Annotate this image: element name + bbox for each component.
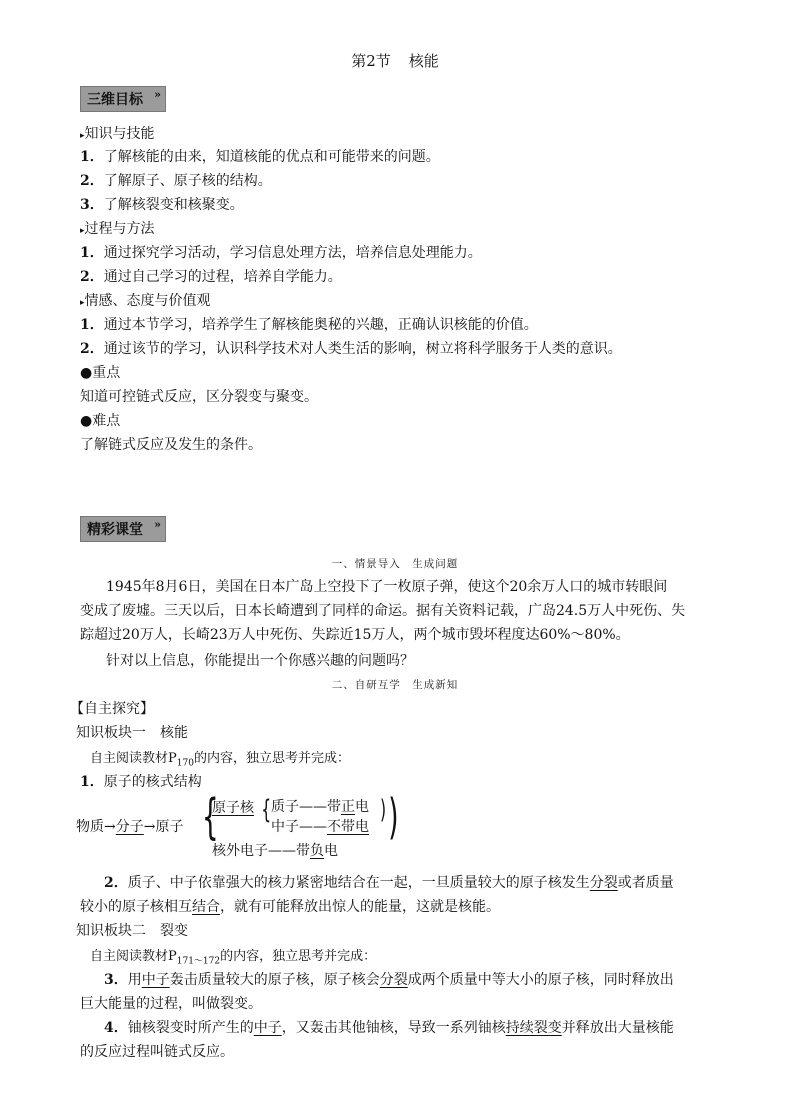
answer-blank: 分裂 bbox=[589, 875, 618, 891]
reading-instruction-2: 自主阅读教材$P_{171\sim 172}$的内容，独立思考并完成： bbox=[90, 949, 377, 967]
reading-instruction-1: 自主阅读教材$P_{170}$的内容，独立思考并完成： bbox=[90, 751, 350, 769]
molecule-answer: 分子 bbox=[115, 819, 144, 835]
knowledge-heading: ▸知识与技能 bbox=[80, 126, 155, 142]
goal-item: 2．通过自己学习的过程，培养自学能力。 bbox=[80, 269, 342, 285]
goal-item: 1．了解核能的由来，知道核能的优点和可能带来的问题。 bbox=[80, 149, 440, 165]
neutron-line: 中子——不带电 bbox=[271, 819, 369, 835]
triangle-bullet-icon: ▸ bbox=[80, 226, 85, 236]
badge-label: 精彩课堂 bbox=[87, 522, 143, 538]
item-2: 2．质子、中子依靠强大的核力紧密地结合在一起，一旦质量较大的原子核发生分裂或者质量 bbox=[104, 875, 674, 891]
topic-label: 核能 bbox=[408, 52, 439, 70]
item-3: 3．用中子轰击质量较大的原子核，原子核会分裂成两个质量中等大小的原子核，同时释放出 bbox=[104, 972, 674, 988]
atom-diagram-root: 物质→分子→原子 bbox=[76, 819, 184, 835]
goal-item: 1．通过本节学习，培养学生了解核能奥秘的兴趣，正确认识核能的价值。 bbox=[80, 317, 538, 333]
outer-brace-right: ) bbox=[388, 789, 399, 845]
double-arrow-icon: » bbox=[154, 88, 161, 101]
triangle-bullet-icon: ▸ bbox=[80, 298, 85, 308]
process-heading: ▸过程与方法 bbox=[80, 221, 155, 237]
badge-label: 三维目标 bbox=[87, 92, 143, 108]
inner-brace: { bbox=[261, 795, 272, 825]
goal-item: 1．通过探究学习活动，学习信息处理方法，培养信息处理能力。 bbox=[80, 245, 482, 261]
answer-blank: 中子 bbox=[253, 1020, 282, 1036]
intro-question: 针对以上信息，你能提出一个你感兴趣的问题吗？ bbox=[106, 653, 414, 669]
answer-blank: 中子 bbox=[141, 972, 170, 988]
section-badge-goals bbox=[80, 86, 166, 112]
circle-bullet-icon: ● bbox=[80, 365, 93, 381]
answer-blank: 结合 bbox=[192, 899, 220, 915]
proton-line: 质子——带正电 bbox=[271, 799, 369, 815]
intro-line: 踪超过20万人，长崎23万人中死伤、失踪近15万人，两个城市毁坏程度达60%～80%。 bbox=[80, 627, 630, 643]
inner-brace-right: ) bbox=[380, 795, 387, 825]
item-2-cont: 较小的原子核相互结合，就有可能释放出惊人的能量，这就是核能。 bbox=[80, 899, 500, 915]
item-3-cont: 巨大能量的过程，叫做裂变。 bbox=[80, 996, 262, 1012]
difficulty-text: 了解链式反应及发生的条件。 bbox=[80, 437, 262, 453]
subsection-heading-2: 二、自研互学 生成新知 bbox=[331, 679, 459, 691]
explore-heading: 【自主探究】 bbox=[70, 701, 154, 717]
goal-item: 2．通过该节的学习，认识科学技术对人类生活的影响，树立将科学服务于人类的意识。 bbox=[80, 341, 622, 357]
item-4-cont: 的反应过程叫链式反应。 bbox=[80, 1044, 234, 1060]
section-badge-class bbox=[80, 516, 166, 542]
goal-item: 3．了解核裂变和核聚变。 bbox=[80, 197, 244, 213]
chapter-label: 第2节 bbox=[351, 52, 391, 70]
knowledge-block-2: 知识板块二 裂变 bbox=[76, 923, 188, 939]
double-arrow-icon: » bbox=[154, 518, 161, 531]
intro-line: 变成了废墟。三天以后，日本长崎遭到了同样的命运。据有关资料记载，广岛24.5万人中死伤、失 bbox=[80, 603, 686, 619]
item-1: 1．原子的核式结构 bbox=[80, 774, 202, 790]
nucleus-label: 原子核 bbox=[212, 800, 254, 816]
key-point-text: 知道可控链式反应，区分裂变与聚变。 bbox=[80, 389, 318, 405]
answer-blank: 分裂 bbox=[379, 972, 408, 988]
page-title bbox=[0, 50, 790, 71]
answer-blank: 持续裂变 bbox=[505, 1020, 562, 1036]
item-4: 4．铀核裂变时所产生的中子，又轰击其他铀核，导致一系列铀核持续裂变并释放出大量核能 bbox=[104, 1020, 674, 1036]
outer-brace: { bbox=[201, 789, 219, 845]
electron-line: 核外电子——带负电 bbox=[212, 843, 338, 859]
knowledge-block-1: 知识板块一 核能 bbox=[76, 725, 188, 741]
triangle-bullet-icon: ▸ bbox=[80, 131, 85, 141]
circle-bullet-icon: ● bbox=[80, 413, 93, 429]
goal-item: 2．了解原子、原子核的结构。 bbox=[80, 173, 272, 189]
emotion-heading: ▸情感、态度与价值观 bbox=[80, 293, 211, 309]
difficulty-heading: ●难点 bbox=[80, 413, 121, 429]
key-point-heading: ●重点 bbox=[80, 365, 121, 381]
subsection-heading-1: 一、情景导入 生成问题 bbox=[331, 558, 459, 570]
intro-line: 1945年8月6日，美国在日本广岛上空投下了一枚原子弹，使这个20余万人口的城市转眼间 bbox=[106, 579, 668, 595]
